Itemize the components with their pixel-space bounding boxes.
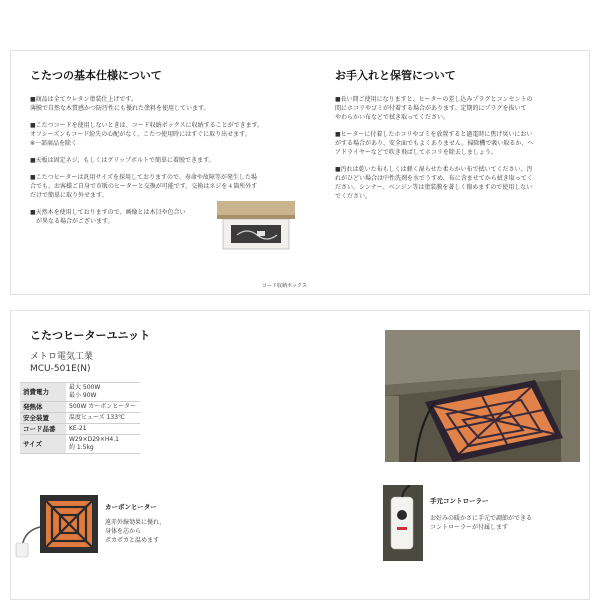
spec-value (66, 424, 140, 435)
heater-unit-title: こたつヒーターユニット (30, 329, 151, 342)
bullet-paragraph (335, 165, 580, 201)
cord-storage-box-photo (217, 193, 295, 263)
bullet-line: アドライヤーなどで吹き飛ばしてホコリを除去しましょう。 (335, 149, 497, 156)
hand-controller-desc (430, 514, 580, 532)
bullet-line: ■こたつヒーターは汎用サイズを採用しておりますので、寿命や故障等が発生した場 (30, 174, 257, 181)
spec-row (20, 413, 140, 424)
spec-key: 消費電力 (20, 383, 66, 402)
carbon-heater-title: カーボンヒーター (105, 503, 157, 511)
spec-value (66, 413, 140, 424)
bullet-line: ださい。シンナー、ベンジン等は塗装膜を著しく傷めますので使用しない (335, 184, 533, 191)
spec-key: 安全装置 (20, 413, 66, 424)
bullet-line: ■長い間ご使用になりますと、ヒーターの差し込みプラグとコンセントの (335, 96, 533, 103)
bullet-line: が異なる場合がございます。 (30, 218, 114, 225)
care-storage-title: お手入れと保管について (335, 69, 456, 82)
bullet-line: ■汚れは乾いた布もしくは軽く湿らせた柔らかい布で拭いてください。汚 (335, 166, 533, 173)
bullet-line: がする場合があり、安全面でもよくありません。掃除機で吸い取るか、ヘ (335, 140, 534, 147)
bullet-line: 薄膜で自然な木質感かつ防汚性にも優れた塗料を使用しています。 (30, 105, 210, 112)
spec-value-line: 最小 90W (69, 392, 97, 399)
heater-under-table-photo (385, 330, 580, 462)
desc-line: コントローラーが付属します (430, 524, 509, 531)
spec-key: サイズ (20, 435, 66, 454)
bullet-line: ■天板は固定ネジ、もしくはグリップボルトで簡単に着脱できます。 (30, 157, 215, 164)
bullet-line: ■天然木を使用しておりますので、画像とは木目や色合い (30, 209, 186, 216)
bullet-line: やわらかい布などで拭き取ってください。 (335, 114, 450, 121)
bullet-paragraph (30, 95, 310, 113)
bullet-line: オフシーズンもコード紛失の心配がなく、こたつ使用時にはすぐに取り出せます。 (30, 131, 251, 138)
bullet-line: 間にホコリやゴミが付着する場合があります。定期的にプラグを抜いて (335, 105, 527, 112)
hand-controller-title: 手元コントローラー (430, 497, 489, 505)
desc-line: ポカポカと温めます (105, 537, 160, 544)
desc-line: お好みの暖かさに手元で調節ができる (430, 515, 533, 522)
bullet-paragraph (30, 156, 310, 165)
spec-value-line: 500W カーボンヒーター (69, 403, 137, 410)
spec-key: 発熱体 (20, 402, 66, 413)
spec-row (20, 435, 140, 454)
spec-key: コード品番 (20, 424, 66, 435)
spec-value (66, 435, 140, 454)
model-number: MCU-501E(N) (30, 364, 91, 374)
bullet-line: でください。 (335, 193, 372, 200)
spec-value-line: 最大 500W (69, 384, 101, 391)
maker-name: メトロ電気工業 (30, 352, 94, 362)
bullet-line: れがひどい場合は中性洗剤を水でうすめ、布に含ませてから拭き取ってく (335, 175, 533, 182)
desc-line: 身体を芯から (105, 528, 142, 535)
spec-value-line: 約 1.5kg (69, 444, 94, 451)
hand-controller-photo (383, 485, 423, 561)
spec-row (20, 383, 140, 402)
carbon-heater-desc (105, 518, 195, 545)
bullet-line: ■ヒーターに付着したホコリやゴミを放置すると過電時に焦げ臭いにおい (335, 131, 533, 138)
spec-value (66, 402, 140, 413)
spec-row (20, 424, 140, 435)
bullet-line: ※一部商品を除く (30, 140, 78, 147)
heater-spec-table (20, 382, 140, 454)
spec-value-line: W29×D29×H4.1 (69, 436, 119, 443)
basic-spec-title: こたつの基本仕様について (30, 69, 162, 82)
bullet-paragraph (30, 121, 310, 148)
spec-value-line: 温度ヒューズ 133℃ (69, 414, 125, 421)
bullet-line: ■商品は全てウレタン塗装仕上げです。 (30, 96, 137, 103)
bullet-paragraph (335, 130, 580, 157)
care-storage-bullets (335, 95, 580, 209)
bullet-line: ■こたつコードを使用しないときは、コード収納ボックスに収納することができます。 (30, 122, 264, 129)
bullet-line: だけで簡単に取り外せます。 (30, 192, 108, 199)
bullet-line: 合でも、お客様ご自身で市販のヒーターと交換が可能です。交換はネジを４箇所外す (30, 183, 258, 190)
desc-line: 遠赤外線効果に優れ、 (105, 519, 166, 526)
spec-row (20, 402, 140, 413)
spec-value (66, 383, 140, 402)
carbon-heater-photo (14, 487, 100, 559)
cord-box-caption: コード収納ボックス (262, 283, 307, 289)
bullet-paragraph (335, 95, 580, 122)
spec-value-line: KE-21 (69, 425, 87, 432)
